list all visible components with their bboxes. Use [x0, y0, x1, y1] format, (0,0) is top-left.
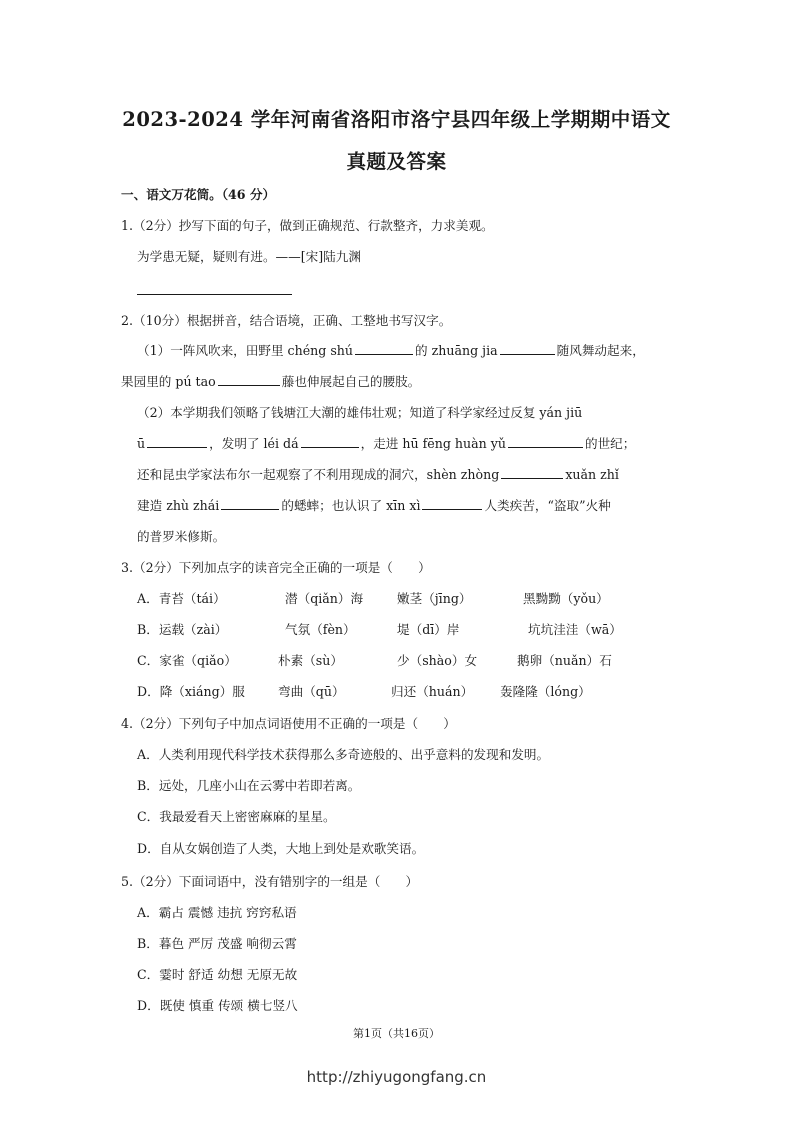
blank-chengshu: [355, 342, 413, 355]
q2-paragraph2-line3: [137, 466, 619, 484]
q2-paragraph2-line5: 的普罗米修斯。: [137, 529, 226, 544]
q2-text: 的蟋蟀；也认识了 xīn xì: [281, 498, 421, 513]
blank-zhuzhai: [221, 497, 279, 510]
q2-paragraph1-line1: [137, 342, 645, 360]
q1-stem: 1.（2分）抄写下面的句子，做到正确规范、行款整齐，力求美观。: [121, 218, 494, 233]
q2-text: xuǎn zhǐ: [565, 467, 619, 482]
q3-option-a-1: A．青苔（tái）: [137, 591, 226, 606]
q3-option-a-3: 嫩茎（jīng）: [397, 591, 472, 606]
blank-putao: [218, 373, 280, 386]
blank-yanjiu: [147, 435, 207, 448]
q2-text: ū: [137, 436, 146, 451]
q3-option-d-4: 轰隆隆（lóng）: [500, 684, 591, 699]
q2-paragraph2-line2: [137, 435, 635, 453]
q2-paragraph2-line4: [137, 497, 611, 515]
q4-stem: 4.（2分）下列句子中加点词语使用不正确的一项是（ ）: [121, 716, 456, 731]
q3-option-b-2: 气氛（fèn）: [285, 622, 356, 637]
q3-option-c-4: 鹅卵（nuǎn）石: [517, 653, 612, 668]
q2-stem: 2.（10分）根据拼音，结合语境，正确、工整地书写汉字。: [121, 313, 452, 328]
q2-text: 建造 zhù zhái: [137, 498, 220, 513]
document-title-line2: 真题及答案: [346, 150, 447, 173]
blank-xinxi: [422, 497, 482, 510]
q2-text: 随风舞动起来，: [556, 343, 645, 358]
q3-option-c-1: C．家雀（qiǎo）: [137, 653, 237, 668]
page-footer: 第1页（共16页）: [353, 1027, 440, 1040]
q3-option-b-1: B．运载（zài）: [137, 622, 228, 637]
q2-text: 还和昆虫学家法布尔一起观察了不利用现成的洞穴，shèn zhòng: [137, 467, 500, 482]
q5-option-a: A．霸占 震憾 违抗 窍窍私语: [137, 905, 297, 920]
q3-option-d-2: 弯曲（qū）: [278, 684, 345, 699]
q4-option-d: D．自从女娲创造了人类，大地上到处是欢歌笑语。: [137, 841, 425, 856]
q4-option-b: B．远处，几座小山在云雾中若即若离。: [137, 778, 361, 793]
q3-option-a-4: 黑黝黝（yǒu）: [523, 591, 609, 606]
blank-hufenghuanyu: [508, 435, 583, 448]
blank-zhuangjia: [500, 342, 555, 355]
q2-text: 人类疾苦，“盗取”火种: [484, 498, 611, 513]
q4-option-a: A．人类利用现代科学技术获得那么多奇迹般的、出乎意料的发现和发明。: [137, 747, 550, 762]
q1-answer-line: [137, 294, 292, 295]
blank-shenzhong: [501, 466, 563, 479]
q2-paragraph1-line2: [121, 373, 420, 391]
document-title-line1: 2023-2024 学年河南省洛阳市洛宁县四年级上学期期中语文: [122, 108, 671, 131]
q3-option-a-2: 潜（qiǎn）海: [285, 591, 364, 606]
section-heading: 一、语文万花筒。（46 分）: [121, 187, 276, 202]
q5-stem: 5.（2分）下面词语中，没有错别字的一组是（ ）: [121, 874, 419, 889]
q3-option-c-3: 少（shào）女: [397, 653, 478, 668]
q2-text: （1）一阵风吹来，田野里 chéng shú: [137, 343, 354, 358]
q3-option-d-3: 归还（huán）: [391, 684, 474, 699]
q4-option-c: C．我最爱看天上密密麻麻的星星。: [137, 809, 336, 824]
q2-text: ，走进 hū fēng huàn yǔ: [360, 436, 506, 451]
q2-text: 藤也伸展起自己的腰肢。: [281, 374, 421, 389]
q2-paragraph2-line1: （2）本学期我们领略了钱塘江大潮的雄伟壮观；知道了科学家经过反复 yán jiū: [137, 405, 583, 420]
q3-option-c-2: 朴素（sù）: [278, 653, 343, 668]
q5-option-d: D．既使 慎重 传颂 横七竖八: [137, 998, 298, 1013]
q2-text: 果园里的 pú tao: [121, 374, 216, 389]
watermark-url[interactable]: http://zhiyugongfang.cn: [306, 1068, 487, 1086]
q5-option-b: B．暮色 严厉 茂盛 响彻云霄: [137, 936, 297, 951]
q2-text: ，发明了 léi dá: [209, 436, 299, 451]
q3-option-b-3: 堤（dī）岸: [397, 622, 460, 637]
q2-text: 的世纪；: [584, 436, 636, 451]
q3-stem: 3.（2分）下列加点字的读音完全正确的一项是（ ）: [121, 560, 431, 575]
q2-text: 的 zhuāng jia: [415, 343, 498, 358]
q3-option-b-4: 坑坑洼洼（wā）: [528, 622, 622, 637]
q1-sentence: 为学患无疑，疑则有进。——[宋]陆九渊: [137, 249, 361, 264]
blank-leida: [301, 435, 359, 448]
q5-option-c: C．霎时 舒适 幼想 无原无故: [137, 967, 298, 982]
q3-option-d-1: D．降（xiáng）服: [137, 684, 245, 699]
